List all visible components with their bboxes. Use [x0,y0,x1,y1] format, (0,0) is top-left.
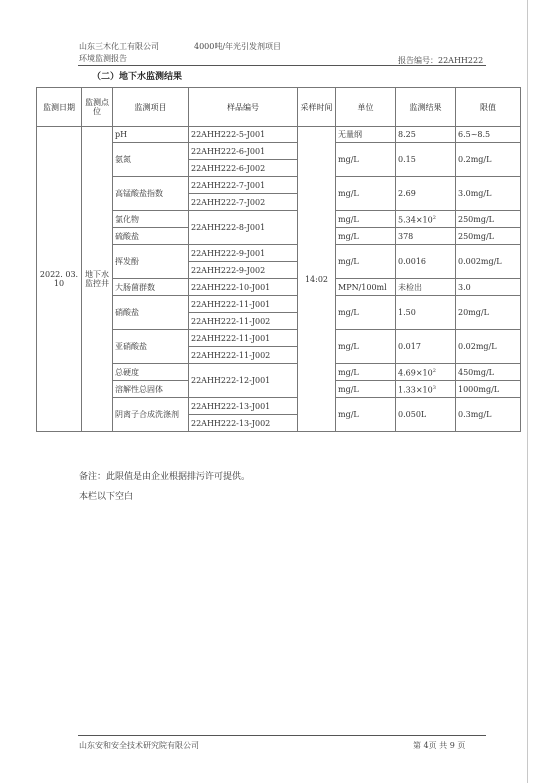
limit-cell: 0.3mg/L [456,398,521,432]
unit-cell: 无量纲 [336,127,396,143]
monitor-point-cell: 地下水监控井 [82,127,113,432]
result-value: 1.33×10 [398,385,433,395]
sample-cell: 22AHH222-7-J002 [189,194,298,211]
header-result: 监测结果 [396,88,456,127]
limit-cell: 0.02mg/L [456,330,521,364]
unit-cell: MPN/100ml [336,279,396,296]
result-cell: 0.017 [396,330,456,364]
result-cell: 1.50 [396,296,456,330]
result-cell: 0.15 [396,143,456,177]
result-exponent: 2 [432,214,436,221]
footer-rule [78,735,486,736]
header-point: 监测点位 [82,88,113,127]
limit-cell: 1000mg/L [456,381,521,398]
item-cell: 氯化物 [113,211,189,228]
sample-cell: 22AHH222-10-J001 [189,279,298,296]
item-cell: 总硬度 [113,364,189,381]
monitor-date-cell: 2022. 03. 10 [37,127,82,432]
result-cell [396,381,456,398]
result-exponent: 2 [432,367,436,374]
item-cell: 大肠菌群数 [113,279,189,296]
unit-cell: mg/L [336,398,396,432]
sample-cell: 22AHH222-9-J001 [189,245,298,262]
header-sample-no: 样品编号 [189,88,298,127]
result-cell: 0.050L [396,398,456,432]
sample-cell: 22AHH222-11-J001 [189,296,298,313]
page-edge-line [527,0,528,783]
limit-cell: 250mg/L [456,211,521,228]
limit-cell: 20mg/L [456,296,521,330]
unit-cell: mg/L [336,330,396,364]
item-cell: 阴离子合成洗涤剂 [113,398,189,432]
limit-cell: 3.0mg/L [456,177,521,211]
result-cell: 8.25 [396,127,456,143]
sample-cell: 22AHH222-6-J001 [189,143,298,160]
limit-cell: 0.002mg/L [456,245,521,279]
unit-cell: mg/L [336,143,396,177]
footer-page: 第 4页 共 9 页 [413,741,466,750]
header-report-no: 报告编号：22AHH222 [398,56,484,65]
result-cell [396,211,456,228]
groundwater-results-table [36,87,521,432]
header-company: 山东三木化工有限公司 [79,42,159,51]
limit-cell: 250mg/L [456,228,521,245]
table-row [37,127,521,143]
unit-cell: mg/L [336,381,396,398]
header-date: 监测日期 [37,88,82,127]
header-project: 4000吨/年光引发剂项目 [194,42,282,51]
sample-cell: 22AHH222-13-J001 [189,398,298,415]
sample-cell: 22AHH222-9-J002 [189,262,298,279]
unit-cell: mg/L [336,364,396,381]
sample-cell: 22AHH222-8-J001 [189,211,298,245]
result-value: 4.69×10 [398,368,433,378]
item-cell: 硫酸盐 [113,228,189,245]
section-title: （二）地下水监测结果 [92,72,183,82]
header-time: 采样时间 [298,88,336,127]
sample-cell: 22AHH222-13-J002 [189,415,298,432]
end-note: 本栏以下空白 [79,492,134,502]
result-cell: 378 [396,228,456,245]
limit-cell: 0.2mg/L [456,143,521,177]
remark-note: 备注：此限值是由企业根据排污许可提供。 [79,472,251,482]
sample-cell: 22AHH222-11-J002 [189,313,298,330]
result-exponent: 3 [432,384,436,391]
item-cell: 高锰酸盐指数 [113,177,189,211]
limit-cell: 3.0 [456,279,521,296]
item-cell: pH [113,127,189,143]
table-header-row [37,88,521,127]
item-cell: 挥发酚 [113,245,189,279]
header-unit: 单位 [336,88,396,127]
item-cell: 硝酸盐 [113,296,189,330]
footer-institute: 山东安和安全技术研究院有限公司 [79,741,199,750]
header-rule [78,65,486,66]
item-cell: 氨氮 [113,143,189,177]
limit-cell: 6.5~8.5 [456,127,521,143]
header-limit: 限值 [456,88,521,127]
header-report-type: 环境监测报告 [79,54,127,63]
result-cell: 未检出 [396,279,456,296]
result-value: 5.34×10 [398,215,433,225]
limit-cell: 450mg/L [456,364,521,381]
result-cell: 0.0016 [396,245,456,279]
result-cell [396,364,456,381]
item-cell: 亚硝酸盐 [113,330,189,364]
sample-cell: 22AHH222-5-J001 [189,127,298,143]
unit-cell: mg/L [336,211,396,228]
sample-cell: 22AHH222-6-J002 [189,160,298,177]
sampling-time-cell: 14:02 [298,127,336,432]
sample-cell: 22AHH222-7-J001 [189,177,298,194]
unit-cell: mg/L [336,245,396,279]
item-cell: 溶解性总固体 [113,381,189,398]
header-item: 监测项目 [113,88,189,127]
result-cell: 2.69 [396,177,456,211]
sample-cell: 22AHH222-12-J001 [189,364,298,398]
sample-cell: 22AHH222-11-J002 [189,347,298,364]
unit-cell: mg/L [336,296,396,330]
unit-cell: mg/L [336,228,396,245]
sample-cell: 22AHH222-11-J001 [189,330,298,347]
unit-cell: mg/L [336,177,396,211]
